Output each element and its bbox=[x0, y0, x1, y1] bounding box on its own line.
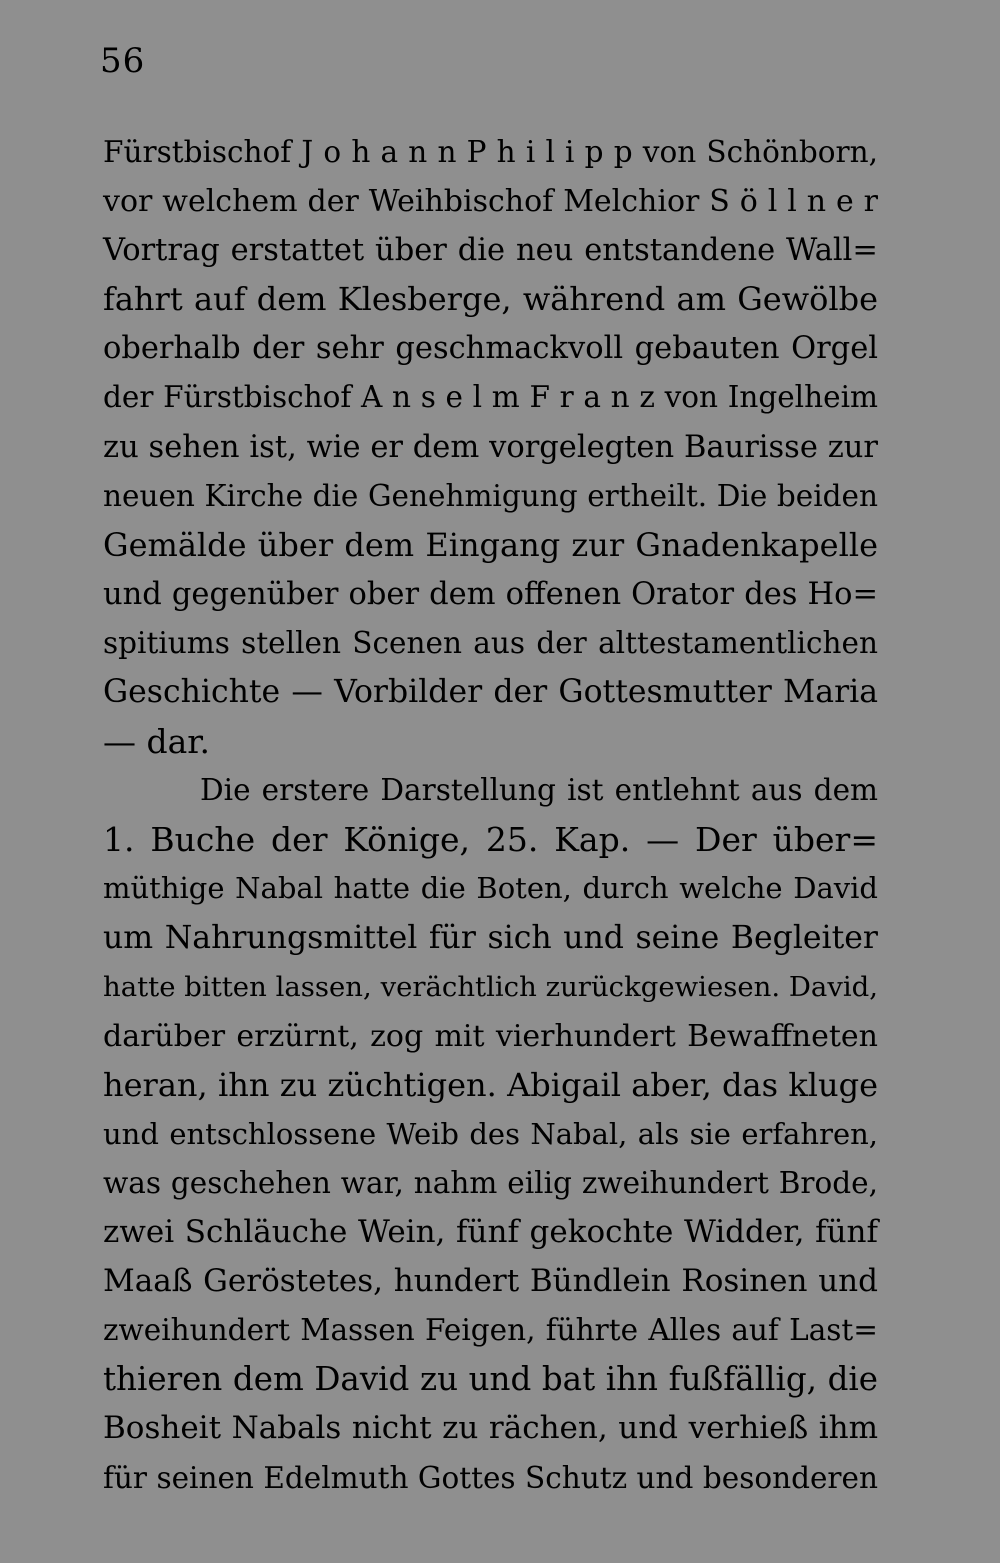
text-line: der Fürstbischof A n s e l m F r a n z von Ingelheim bbox=[103, 380, 878, 415]
text-line: vor welchem der Weihbischof Melchior S ö l l n e r bbox=[103, 184, 878, 220]
text-line: Vortrag erstattet über die neu entstandene Wall= bbox=[103, 233, 878, 269]
page-number: 56 bbox=[100, 41, 146, 81]
text-line: darüber erzürnt, zog mit vierhundert Bewaffneten bbox=[103, 1018, 878, 1054]
text-line: und entschlossene Weib des Nabal, als sie erfahren, bbox=[103, 1116, 878, 1151]
text-line: oberhalb der sehr geschmackvoll gebauten Orgel bbox=[103, 331, 878, 367]
text-line: Bosheit Nabals nicht zu rächen, und verhieß ihm bbox=[103, 1410, 878, 1447]
text-line: was geschehen war, nahm eilig zweihundert Brode, bbox=[103, 1165, 878, 1200]
text-line: heran, ihn zu züchtigen. Abigail aber, das kluge bbox=[103, 1065, 878, 1104]
text-line: zweihundert Massen Feigen, führte Alles auf Last= bbox=[103, 1313, 878, 1348]
text-line: müthige Nabal hatte die Boten, durch welche David bbox=[103, 871, 878, 906]
text-line: thieren dem David zu und bat ihn fußfällig, die bbox=[103, 1360, 878, 1399]
text-line: — dar. bbox=[103, 722, 210, 762]
text-line: um Nahrungsmittel für sich und seine Begleiter bbox=[103, 919, 878, 956]
text-line: 1. Buche der Könige, 25. Kap. — Der über= bbox=[103, 820, 878, 860]
text-line: hatte bitten lassen, verächtlich zurückgewiesen. David, bbox=[103, 970, 878, 1003]
text-line: Die erstere Darstellung ist entlehnt aus dem bbox=[200, 773, 878, 808]
text-line: zwei Schläuche Wein, fünf gekochte Widder, fünf bbox=[103, 1214, 878, 1251]
text-line: spitiums stellen Scenen aus der alttestamentlichen bbox=[103, 625, 878, 660]
text-line: zu sehen ist, wie er dem vorgelegten Baurisse zur bbox=[103, 429, 878, 465]
text-line: Maaß Geröstetes, hundert Bündlein Rosinen und bbox=[103, 1263, 878, 1300]
text-line: Gemälde über dem Eingang zur Gnadenkapelle bbox=[103, 525, 878, 564]
text-line: neuen Kirche die Genehmigung ertheilt. Die beiden bbox=[103, 478, 878, 513]
text-line: und gegenüber ober dem offenen Orator des Ho= bbox=[103, 576, 878, 612]
text-line: Fürstbischof J o h a n n P h i l i p p von Schönborn, bbox=[103, 135, 878, 169]
text-line: Geschichte — Vorbilder der Gottesmutter Maria bbox=[103, 674, 878, 711]
body-text bbox=[103, 128, 878, 1503]
text-line: fahrt auf dem Klesberge, während am Gewölbe bbox=[103, 280, 878, 319]
text-line: für seinen Edelmuth Gottes Schutz und besonderen bbox=[103, 1460, 878, 1495]
